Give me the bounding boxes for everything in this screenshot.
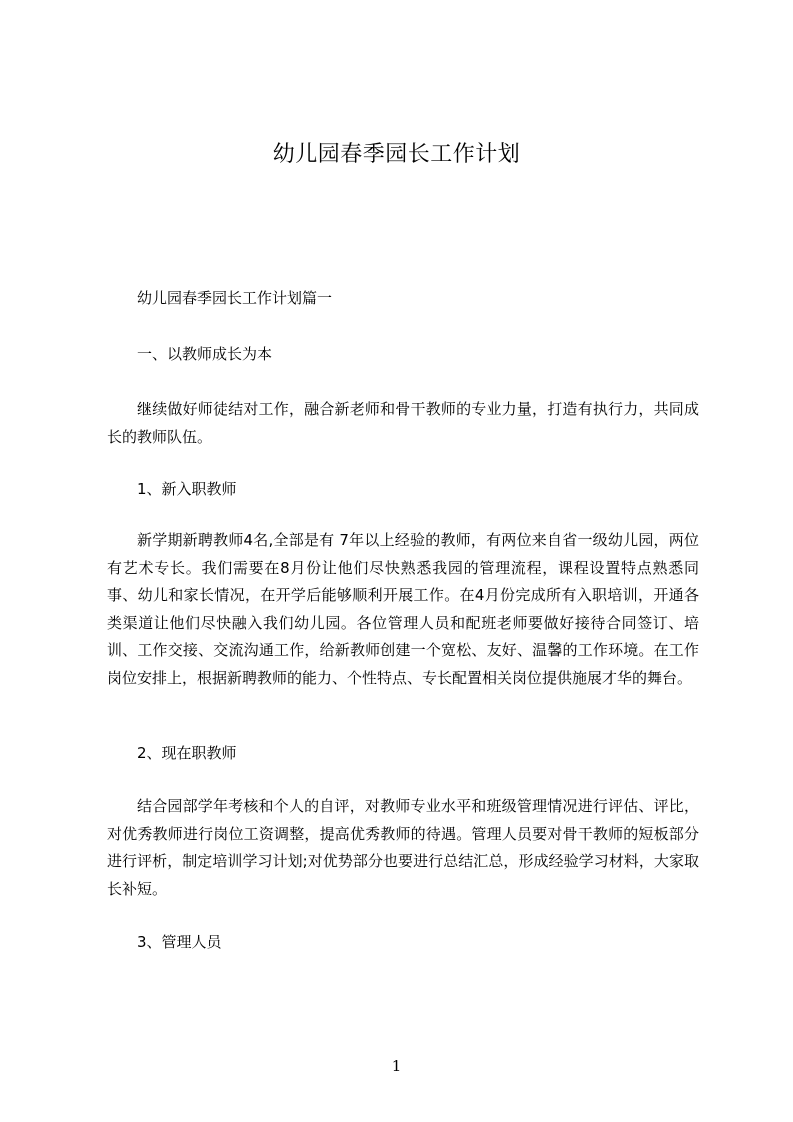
paragraph-mentoring: 继续做好师徒结对工作，融合新老师和骨干教师的专业力量，打造有执行力，共同成长的教师队伍。 <box>107 400 699 446</box>
page-number: 1 <box>391 1057 402 1075</box>
subheading-new-teachers: 1、新入职教师 <box>137 480 237 498</box>
subheading-management-staff: 3、管理人员 <box>137 933 222 951</box>
document-title: 幼儿园春季园长工作计划 <box>272 142 521 167</box>
section-title: 幼儿园春季园长工作计划篇一 <box>137 289 333 307</box>
paragraph-new-teachers: 新学期新聘教师4名,全部是有 7年以上经验的教师，有两位来自省一级幼儿园，两位有艺术专长。我们需要在8月份让他们尽快熟悉我园的管理流程，课程设置特点熟悉同事、幼儿和家长情况，在开学后能够顺利开展工作。在4月份完成所有入职培训，开通各类渠道让他们尽快融入我们幼儿园。各位管理人员和配班老师要做好接待合同签订、培训、工作交接、交流沟通工作，给新教师创建一个宽松、友好、温馨的工作环境。在工作岗位安排上，根据新聘教师的能力、个性特点、专长配置相关岗位提供施展才华的舞台。 <box>107 531 699 687</box>
subheading-current-teachers: 2、现在职教师 <box>137 744 237 762</box>
paragraph-current-teachers: 结合园部学年考核和个人的自评，对教师专业水平和班级管理情况进行评估、评比，对优秀教师进行岗位工资调整，提高优秀教师的待遇。管理人员要对骨干教师的短板部分进行评析，制定培训学习计划;对优势部分也要进行总结汇总，形成经验学习材料，大家取长补短。 <box>107 797 699 898</box>
heading-teacher-growth: 一、以教师成长为本 <box>137 345 273 363</box>
